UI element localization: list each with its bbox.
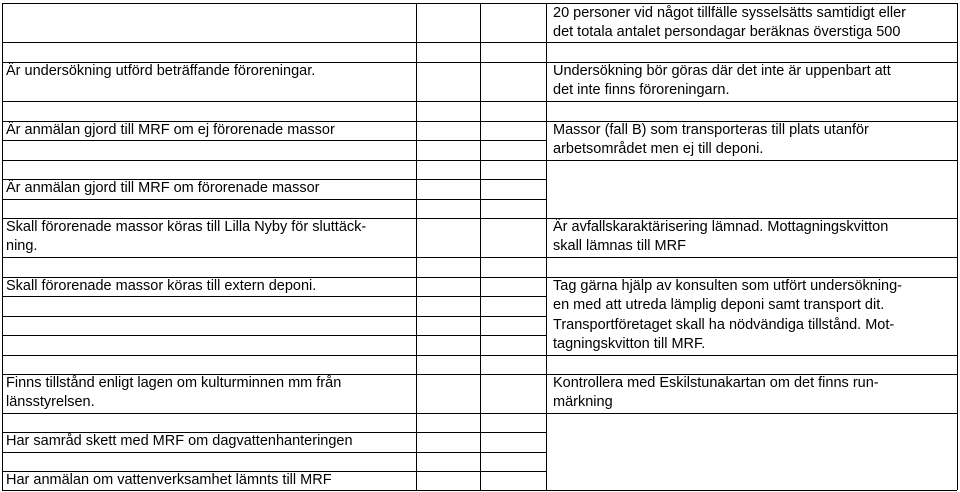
rule — [546, 160, 957, 161]
rule — [546, 101, 957, 102]
note-masses-line1: Massor (fall B) som transporteras till plats utanför — [553, 122, 869, 138]
rule — [2, 101, 546, 102]
rule — [2, 257, 546, 258]
rule — [2, 160, 546, 161]
note-persons-line2: det totala antalet persondagar beräknas överstiga 500 — [553, 24, 901, 40]
rule — [2, 296, 546, 297]
note-consultant-line4: tagningskvitton till MRF. — [553, 336, 706, 352]
question-mrf-contaminated: Är anmälan gjord till MRF om förorenade massor — [6, 180, 320, 196]
rule — [546, 3, 547, 490]
rule — [2, 335, 546, 336]
question-cultural-line1: Finns tillstånd enligt lagen om kulturminnen mm från — [6, 375, 342, 391]
note-waste-line1: Är avfallskaraktärisering lämnad. Mottagningskvitton — [553, 219, 889, 235]
rule — [2, 3, 546, 4]
question-mrf-non-contaminated: Är anmälan gjord till MRF om ej förorenade massor — [6, 122, 335, 138]
rule — [2, 413, 546, 414]
note-consultant-line3: Transportföretaget skall ha nödvändiga tillstånd. Mot- — [553, 317, 895, 333]
question-external-deposit: Skall förorenade massor köras till extern deponi. — [6, 278, 317, 294]
rule — [2, 199, 546, 200]
question-lilla-nyby-line2: ning. — [6, 238, 38, 254]
note-waste-line2: skall lämnas till MRF — [553, 238, 686, 254]
question-stormwater: Har samråd skett med MRF om dagvattenhanteringen — [6, 433, 353, 449]
rule — [2, 316, 546, 317]
rule — [957, 3, 958, 490]
rule — [2, 490, 546, 491]
note-consultant-line1: Tag gärna hjälp av konsulten som utfört undersökning- — [553, 278, 903, 294]
rule — [2, 42, 546, 43]
question-water-operation: Har anmälan om vattenverksamhet lämnts till MRF — [6, 472, 332, 488]
note-investigation-line2: det inte finns föroreningarn. — [553, 82, 730, 98]
question-cultural-line2: länsstyrelsen. — [6, 394, 95, 410]
note-map-line1: Kontrollera med Eskilstunakartan om det finns run- — [553, 375, 879, 391]
rule — [546, 413, 957, 414]
note-masses-line2: arbetsområdet men ej till deponi. — [553, 141, 764, 157]
rule — [480, 3, 481, 490]
rule — [546, 490, 957, 491]
rule — [546, 355, 957, 356]
rule — [2, 452, 546, 453]
rule — [416, 3, 417, 490]
rule — [546, 257, 957, 258]
note-investigation-line1: Undersökning bör göras där det inte är uppenbart att — [553, 63, 891, 79]
note-persons-line1: 20 personer vid något tillfälle sysselsätts samtidigt eller — [553, 5, 906, 21]
rule — [2, 140, 546, 141]
rule — [2, 355, 546, 356]
question-lilla-nyby-line1: Skall förorenade massor köras till Lilla Nyby för sluttäck- — [6, 219, 367, 235]
question-investigation: Är undersökning utförd beträffande föroreningar. — [6, 63, 316, 79]
rule — [546, 42, 957, 43]
rule — [2, 3, 3, 490]
note-map-line2: märkning — [553, 394, 613, 410]
note-consultant-line2: en med att utreda lämplig deponi samt transport dit. — [553, 297, 885, 313]
